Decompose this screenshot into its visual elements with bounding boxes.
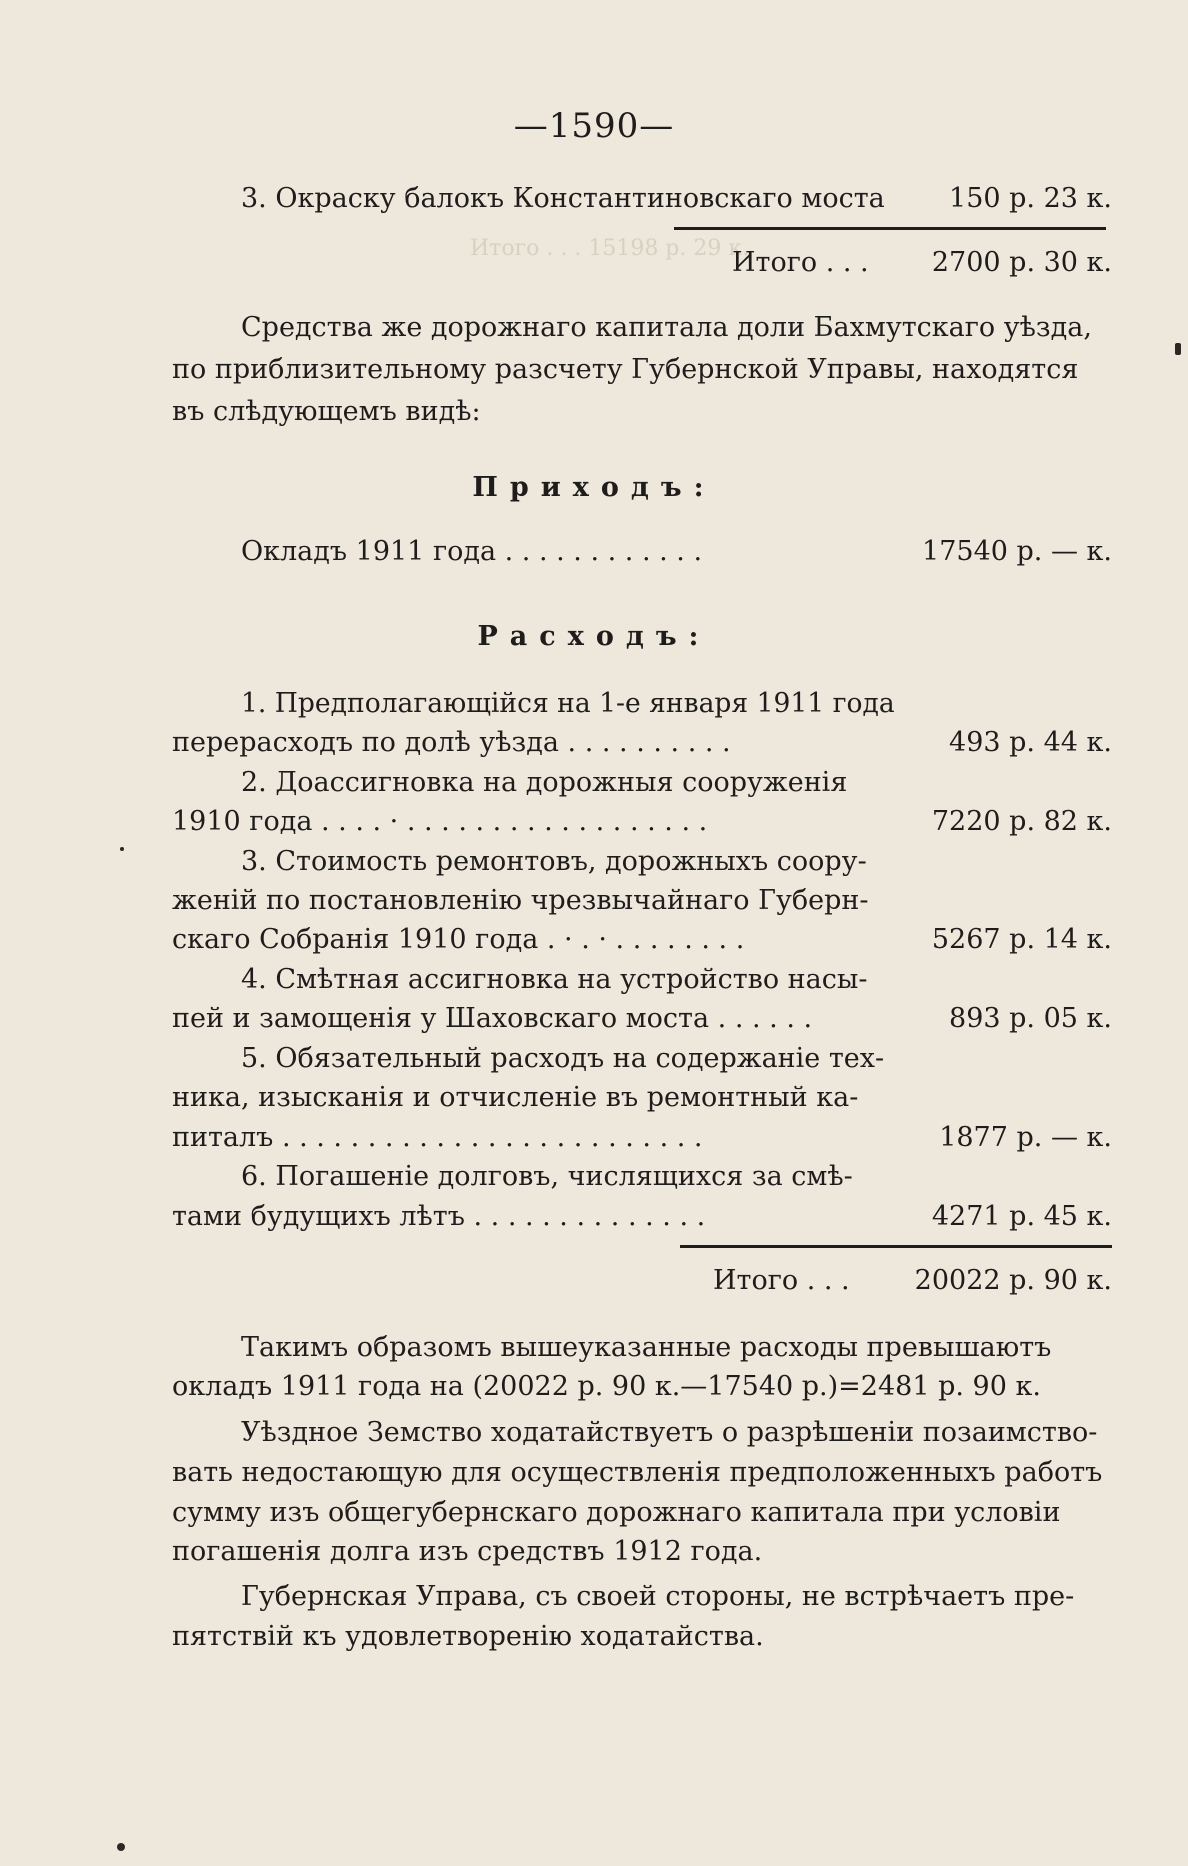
expense-amount: 493 р. 44 к. [949,727,1112,758]
sum-rule [680,1245,1112,1248]
expense-line: пей и замощенія у Шаховскаго моста . . . . . . [172,1003,813,1034]
paragraph-line: пятствій къ удовлетворенію ходатайства. [172,1621,764,1652]
expense-line: ника, изысканія и отчисленіе въ ремонтный ка- [172,1082,859,1113]
item3-text: 3. Окраску балокъ Константиновскаго моста [241,183,885,214]
expense-line: тами будущихъ лѣтъ . . . . . . . . . . . . . . [172,1201,706,1232]
total1-amount: 2700 р. 30 к. [931,247,1112,278]
total1-label: Итого . . . [732,247,869,278]
total2-label: Итого . . . [713,1265,850,1296]
para1-line: по приблизительному разсчету Губернской Управы, находятся [172,354,1079,385]
expense-line: питалъ . . . . . . . . . . . . . . . . . . . . . . . . . [172,1122,703,1153]
para1-line: въ слѣдующемъ видѣ: [172,396,481,427]
paragraph-line: Такимъ образомъ вышеуказанные расходы превышаютъ [241,1332,1052,1363]
expense-line: 4. Смѣтная ассигновка на устройство насы- [241,964,868,995]
expense-line: 1. Предполагающійся на 1-е января 1911 года [241,688,895,719]
paragraph-line: сумму изъ общегубернскаго дорожнаго капитала при условіи [172,1497,1061,1528]
sum-rule [674,227,1106,230]
bleed-through-mark: Итого . . . 15198 р. 29 к. [470,236,750,261]
expense-line: 1910 года . . . . · . . . . . . . . . . . . . . . . . . [172,806,708,837]
paper-speck [1175,343,1181,355]
paragraph-line: окладъ 1911 года на (20022 р. 90 к.—17540 р.)=2481 р. 90 к. [172,1371,1041,1402]
total2-amount: 20022 р. 90 к. [914,1265,1112,1296]
paragraph-line: погашенія долга изъ средствъ 1912 года. [172,1536,763,1567]
expense-line: 5. Обязательный расходъ на содержаніе тех- [241,1043,885,1074]
para1-line: Средства же дорожнаго капитала доли Бахмутскаго уѣзда, [241,312,1092,343]
salary-amount: 17540 р. — к. [922,536,1112,567]
income-heading: Приходъ: [472,472,716,503]
expense-amount: 5267 р. 14 к. [931,924,1112,955]
expense-line: 6. Погашеніе долговъ, числящихся за смѣ- [241,1161,853,1192]
expense-heading: Расходъ: [477,621,711,652]
expense-line: перерасходъ по долѣ уѣзда . . . . . . . . . . [172,727,731,758]
expense-amount: 4271 р. 45 к. [931,1201,1112,1232]
paragraph-line: вать недостающую для осуществленія предположенныхъ работъ [172,1457,1103,1488]
expense-line: 3. Стоимость ремонтовъ, дорожныхъ соору- [241,846,867,877]
expense-line: 2. Доассигновка на дорожныя сооруженія [241,767,848,798]
expense-line: женій по постановленію чрезвычайнаго Губерн- [172,885,869,916]
expense-amount: 7220 р. 82 к. [931,806,1112,837]
paper-speck [120,847,124,851]
expense-amount: 1877 р. — к. [939,1122,1112,1153]
paper-speck [117,1843,125,1851]
paragraph-line: Уѣздное Земство ходатайствуетъ о разрѣшеніи позаимство- [241,1417,1098,1448]
expense-amount: 893 р. 05 к. [949,1003,1112,1034]
expense-line: скаго Собранія 1910 года . · . · . . . . . . . . [172,924,745,955]
item3-amount: 150 р. 23 к. [949,183,1112,214]
paragraph-line: Губернская Управа, съ своей стороны, не встрѣчаетъ пре- [241,1581,1075,1612]
page-number: —1590— [513,106,675,146]
salary-label: Окладъ 1911 года . . . . . . . . . . . . [241,536,703,567]
